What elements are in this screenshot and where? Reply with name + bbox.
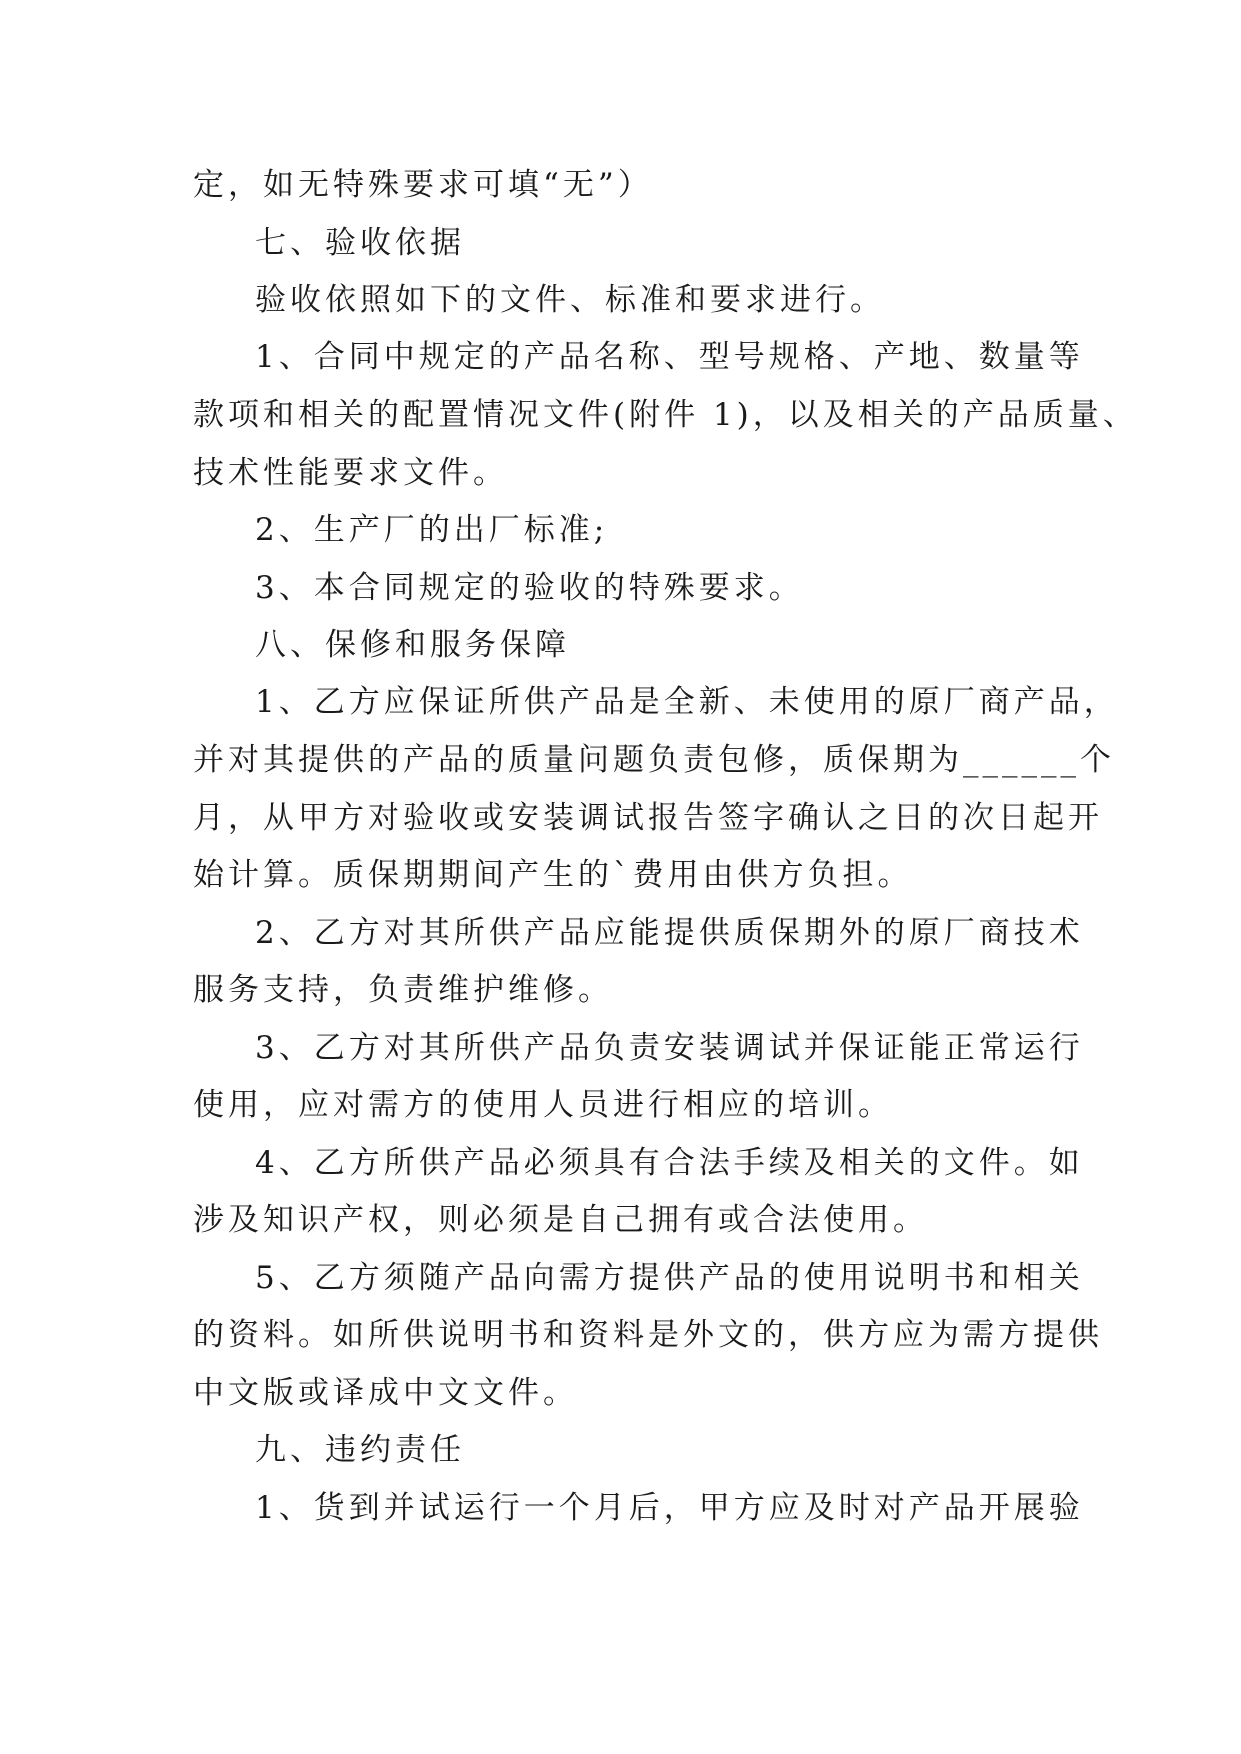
paragraph-line: 2、乙方对其所供产品应能提供质保期外的原厂商技术 — [255, 915, 1084, 951]
paragraph-line: 技术性能要求文件。 — [193, 455, 508, 491]
paragraph-line: 1、货到并试运行一个月后，甲方应及时对产品开展验 — [255, 1490, 1084, 1526]
section-heading: 九、违约责任 — [255, 1432, 465, 1468]
paragraph-line: 款项和相关的配置情况文件(附件 1)，以及相关的产品质量、 — [193, 397, 1138, 433]
paragraph-line: 中文版或译成中文文件。 — [193, 1375, 578, 1411]
paragraph-line: 2、生产厂的出厂标准; — [255, 512, 609, 548]
paragraph-line: 验收依照如下的文件、标准和要求进行。 — [255, 282, 885, 318]
paragraph-line: 定，如无特殊要求可填“无”） — [193, 167, 653, 203]
paragraph-line: 1、合同中规定的产品名称、型号规格、产地、数量等 — [255, 339, 1084, 375]
paragraph-line: 的资料。如所供说明书和资料是外文的，供方应为需方提供 — [193, 1317, 1103, 1353]
paragraph-line: 涉及知识产权，则必须是自己拥有或合法使用。 — [193, 1202, 928, 1238]
paragraph-line: 4、乙方所供产品必须具有合法手续及相关的文件。如 — [255, 1145, 1084, 1181]
paragraph-line: 3、本合同规定的验收的特殊要求。 — [255, 570, 804, 606]
paragraph-line: 使用，应对需方的使用人员进行相应的培训。 — [193, 1087, 893, 1123]
paragraph-line: 5、乙方须随产品向需方提供产品的使用说明书和相关 — [255, 1260, 1084, 1296]
paragraph-line: 3、乙方对其所供产品负责安装调试并保证能正常运行 — [255, 1030, 1084, 1066]
section-heading: 七、验收依据 — [255, 225, 465, 261]
section-heading: 八、保修和服务保障 — [255, 627, 570, 663]
paragraph-line: 始计算。质保期期间产生的`费用由供方负担。 — [193, 857, 913, 893]
paragraph-line: 月，从甲方对验收或安装调试报告签字确认之日的次日起开 — [193, 800, 1103, 836]
paragraph-line: 并对其提供的产品的质量问题负责包修，质保期为______个 — [193, 742, 1115, 778]
paragraph-line: 服务支持，负责维护维修。 — [193, 972, 613, 1008]
paragraph-line: 1、乙方应保证所供产品是全新、未使用的原厂商产品， — [255, 684, 1119, 720]
